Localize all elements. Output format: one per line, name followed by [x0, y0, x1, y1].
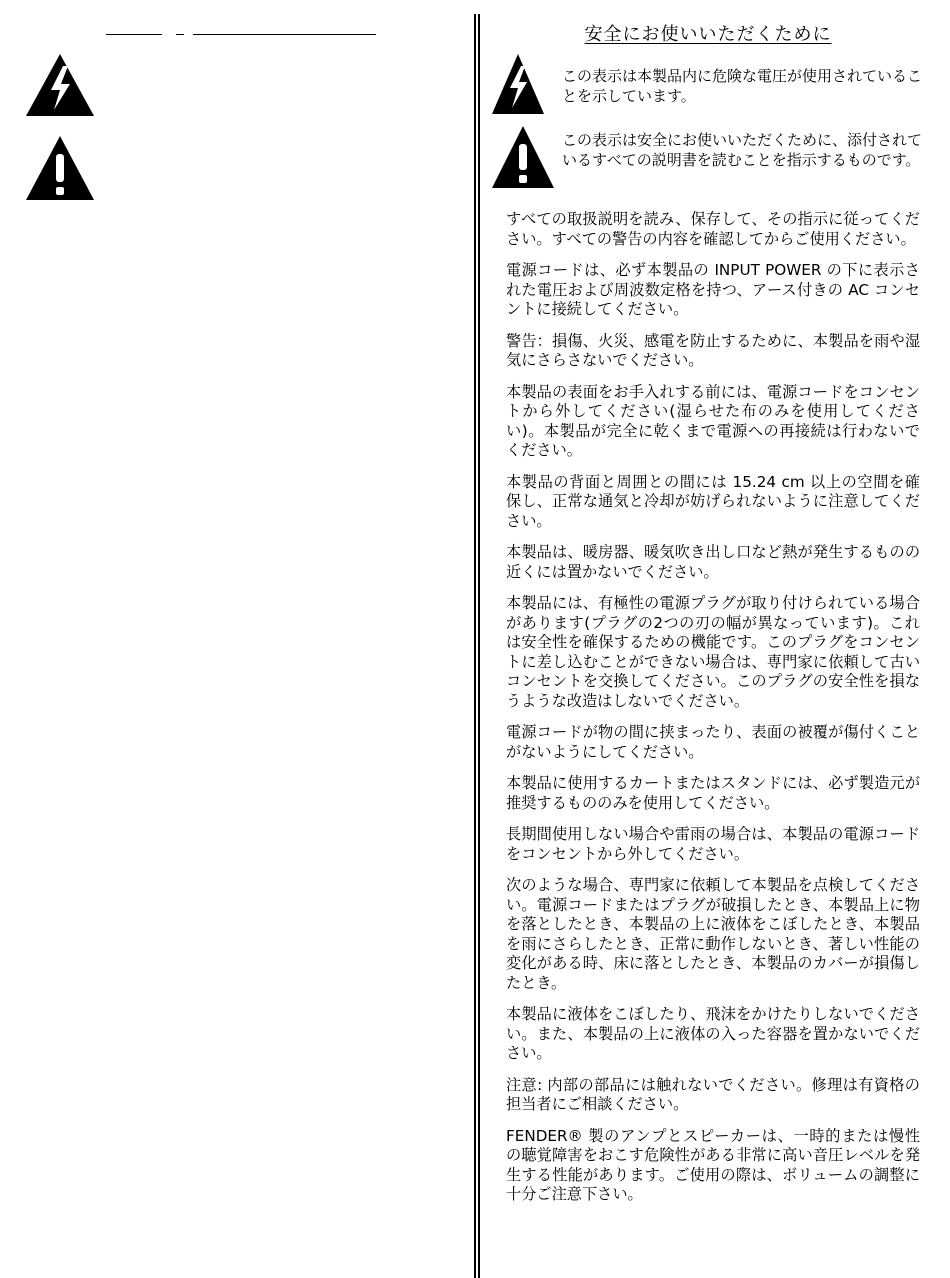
safety-instructions: [506, 210, 920, 1217]
lightning-bolt-triangle-icon: [490, 52, 546, 116]
title-rule-long: [193, 34, 376, 35]
paragraph: 電源コードは、必ず本製品の INPUT POWER の下に表示された電圧および周波数定格を持つ、アース付きの AC コンセントに接続してください。: [506, 261, 920, 318]
paragraph: 警告：損傷、火災、感電を防止するために、本製品を雨や湿気にさらさないでください。: [506, 331, 920, 369]
exclamation-triangle-icon: [490, 124, 556, 190]
lightning-bolt-triangle-icon: [24, 52, 96, 118]
manual-warning-text: この表示は安全にお使いいただくために、添付されているすべての説明書を読むことを指示するものです。: [562, 131, 923, 169]
paragraph: 本製品に使用するカートまたはスタンドには、必ず製造元が推奨するもののみを使用してください。: [506, 774, 920, 812]
paragraph: 本製品には、有極性の電源プラグが取り付けられている場合があります(プラグの2つの刃の幅が異なっています)。これは安全性を確保するための機能です。このプラグをコンセントに差し込むことができない場合は、専門家に依頼して古いコンセントを交換してください。このプラグの安全性を損なうような改造はしないでください。: [506, 594, 920, 710]
exclamation-triangle-icon: [24, 134, 96, 202]
paragraph: 電源コードが物の間に挟まったり、表面の被覆が傷付くことがないようにしてください。: [506, 723, 920, 761]
page-title: 安全にお使いいただくために: [584, 24, 832, 45]
paragraph: 次のような場合、専門家に依頼して本製品を点検してください。電源コードまたはプラグが破損したとき、本製品上に物を落としたとき、本製品の上に液体をこぼしたとき、本製品を雨にさらしたとき、正常に動作しないとき、著しい性能の変化がある時、床に落としたとき、本製品のカバーが損傷したとき。: [506, 876, 920, 992]
paragraph: FENDER® 製のアンプとスピーカーは、一時的または慢性の聴覚障害をおこす危険性がある非常に高い音圧レベルを発生する性能があります。ご使用の際は、ボリュームの調整に十分ご注意下さい。: [506, 1126, 920, 1203]
paragraph: すべての取扱説明を読み、保存して、その指示に従ってください。すべての警告の内容を確認してからご使用ください。: [506, 210, 920, 248]
paragraph: 注意: 内部の部品には触れないでください。修理は有資格の担当者にご相談ください。: [506, 1075, 920, 1113]
voltage-warning-text: この表示は本製品内に危険な電圧が使用されていることを示しています。: [562, 67, 923, 105]
paragraph: 長期間使用しない場合や雷雨の場合は、本製品の電源コードをコンセントから外してください。: [506, 825, 920, 863]
column-divider: [474, 14, 480, 1278]
paragraph: 本製品は、暖房器、暖気吹き出し口など熱が発生するものの近くには置かないでください。: [506, 543, 920, 581]
left-column: [0, 0, 470, 1278]
paragraph: 本製品に液体をこぼしたり、飛沫をかけたりしないでください。また、本製品の上に液体の入った容器を置かないでください。: [506, 1005, 920, 1062]
title-dash: [176, 34, 184, 35]
title-rule-short: [106, 34, 162, 35]
paragraph: 本製品の背面と周囲との間には 15.24 cm 以上の空間を確保し、正常な通気と冷却が妨げられないように注意してください。: [506, 472, 920, 530]
paragraph: 本製品の表面をお手入れする前には、電源コードをコンセントから外してください(湿らせた布のみを使用してください)。本製品が完全に乾くまで電源への再接続は行わないでください。: [506, 382, 920, 459]
